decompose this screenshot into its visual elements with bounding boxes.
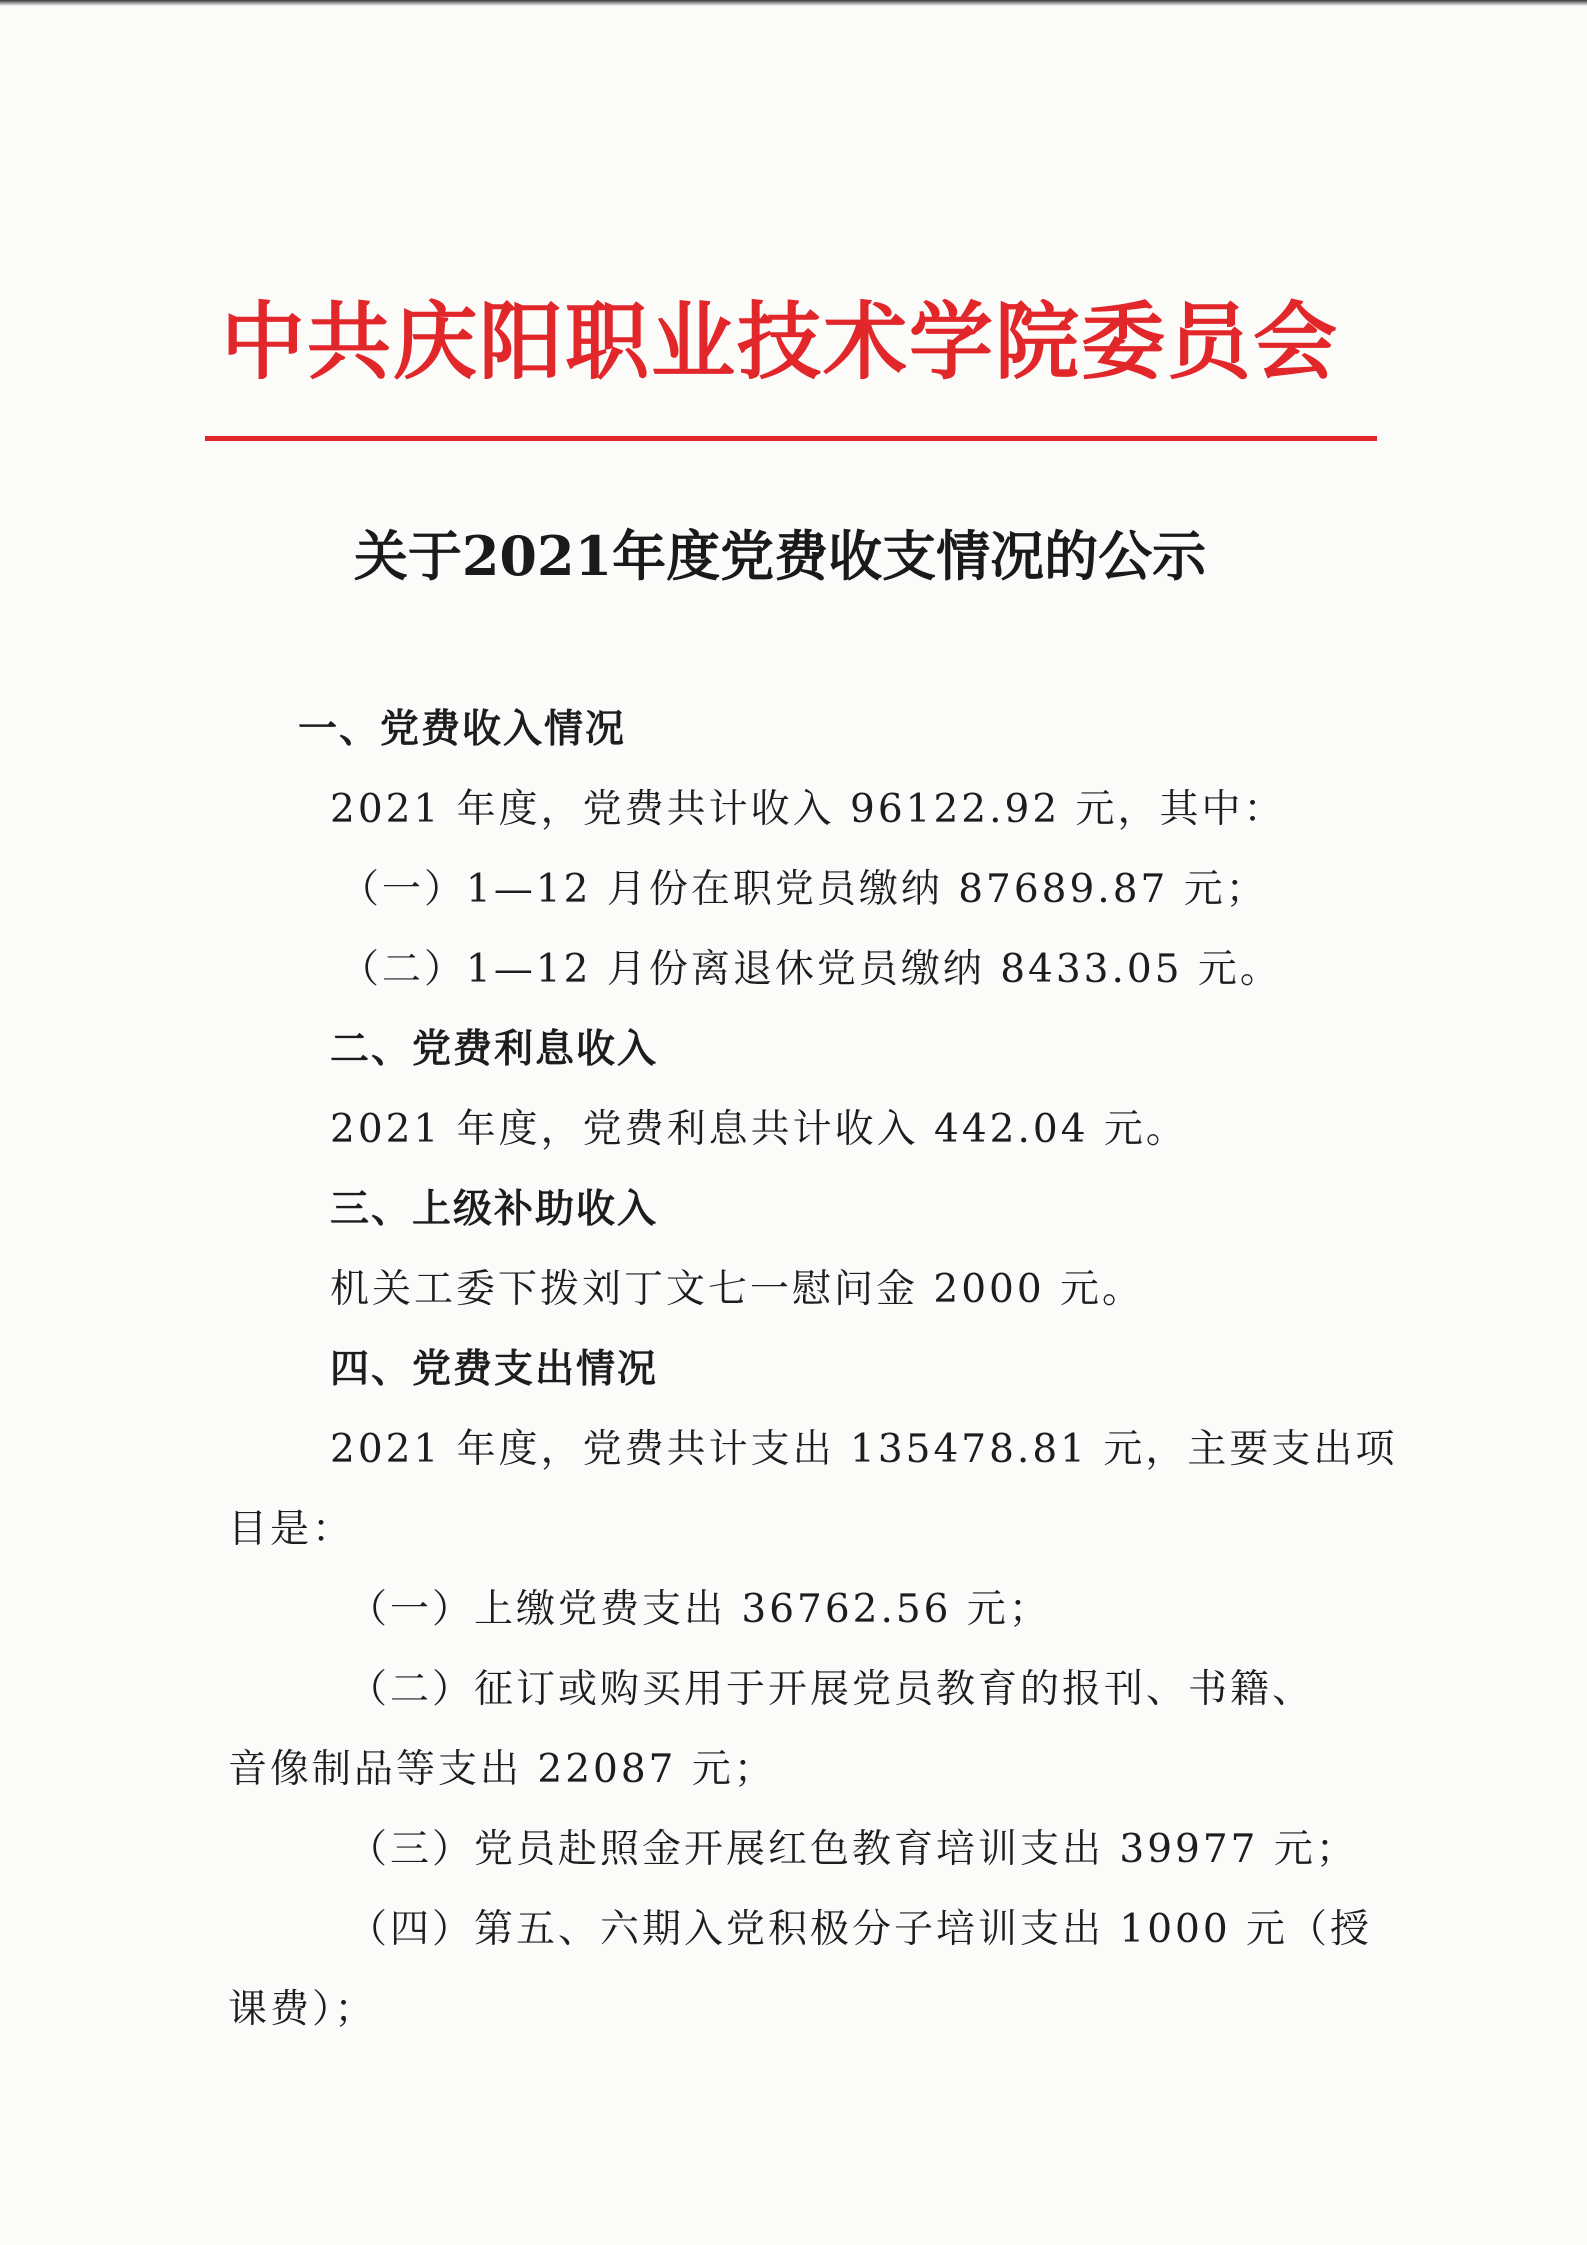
expenditure-summary-line-1: 2021 年度，党费共计支出 135478.81 元，主要支出项 (330, 1427, 1398, 1472)
interest-summary: 2021 年度，党费利息共计收入 442.04 元。 (330, 1107, 1188, 1152)
section-heading-expenditure: 四、党费支出情况 (330, 1347, 659, 1392)
expenditure-item-3: （三）党员赴照金开展红色教育培训支出 39977 元； (348, 1827, 1358, 1872)
expenditure-item-4-line-2: 课费）； (228, 1987, 377, 2032)
section-heading-subsidy: 三、上级补助收入 (330, 1187, 659, 1232)
scan-top-edge (0, 0, 1587, 6)
document-title: 关于2021年度党费收支情况的公示 (353, 524, 1207, 588)
expenditure-item-1: （一）上缴党费支出 36762.56 元； (348, 1587, 1051, 1632)
income-summary: 2021 年度，党费共计收入 96122.92 元，其中： (330, 787, 1286, 832)
income-item-1: （一）1—12 月份在职党员缴纳 87689.87 元； (340, 867, 1268, 912)
expenditure-item-2-line-1: （二）征订或购买用于开展党员教育的报刊、书籍、 (348, 1667, 1315, 1712)
document-body (228, 690, 1398, 2050)
section-heading-income: 一、党费收入情况 (298, 707, 627, 752)
expenditure-item-4-line-1: （四）第五、六期入党积极分子培训支出 1000 元（授 (348, 1907, 1373, 1952)
letterhead-organization: 中共庆阳职业技术学院委员会 (220, 293, 1339, 391)
letterhead-red-rule (205, 436, 1377, 441)
expenditure-item-2-line-2: 音像制品等支出 22087 元； (228, 1747, 776, 1792)
section-heading-interest: 二、党费利息收入 (330, 1027, 659, 1072)
income-item-2: （二）1—12 月份离退休党员缴纳 8433.05 元。 (340, 947, 1282, 992)
expenditure-summary-line-2: 目是： (228, 1507, 355, 1552)
subsidy-summary: 机关工委下拨刘丁文七一慰问金 2000 元。 (330, 1267, 1145, 1312)
